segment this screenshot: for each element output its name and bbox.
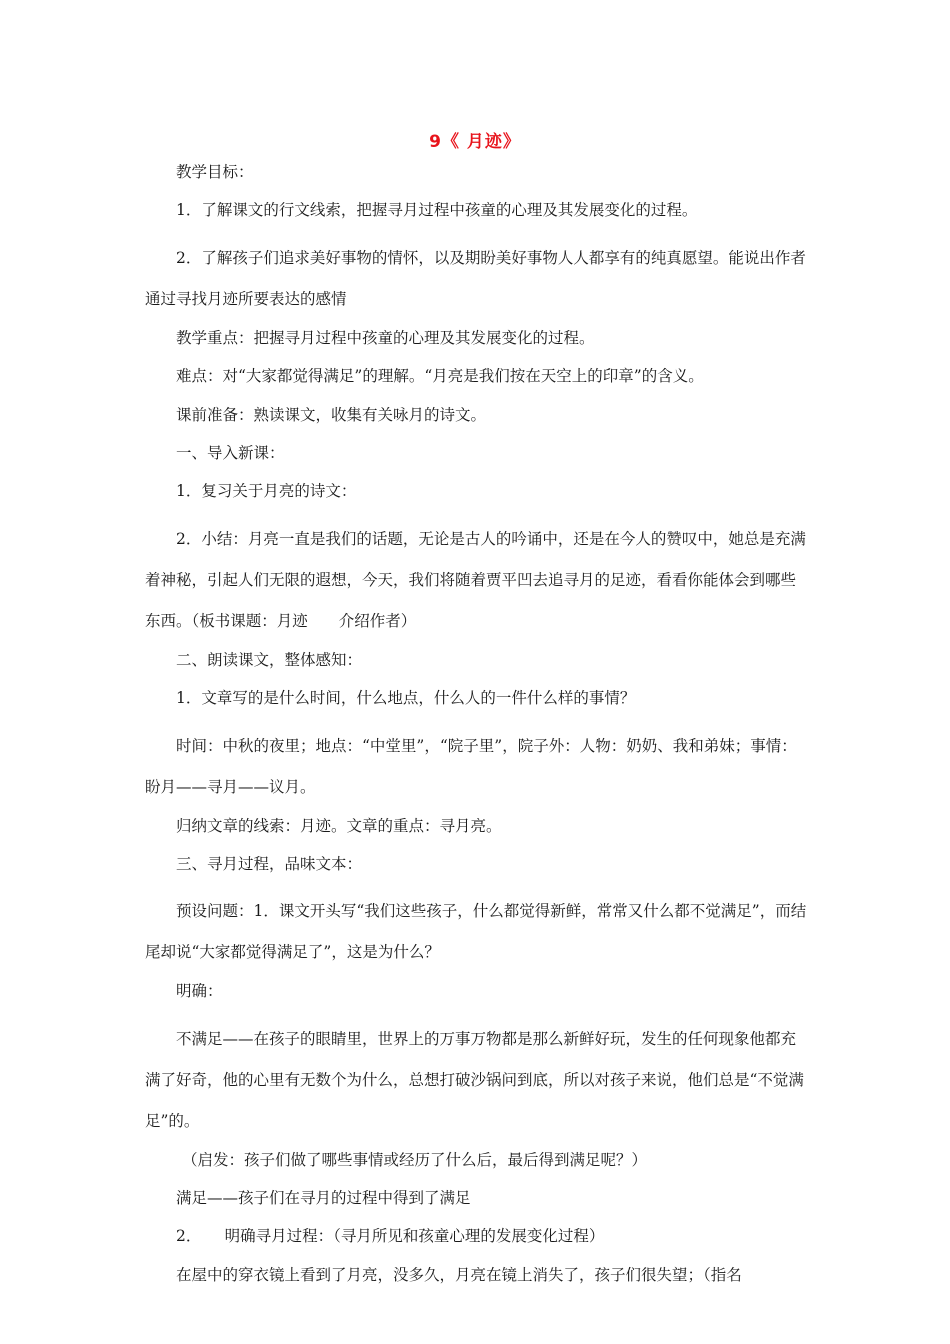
paragraph: 1．复习关于月亮的诗文： — [176, 482, 357, 501]
paragraph: 教学目标： — [176, 163, 254, 181]
paragraph: 课前准备：熟读课文，收集有关咏月的诗文。 — [176, 405, 487, 424]
document-title: 9《 月迹》 — [429, 132, 521, 152]
paragraph: 教学重点：把握寻月过程中孩童的心理及其发展变化的过程。 — [176, 328, 595, 347]
paragraph: 难点：对“大家都觉得满足”的理解。“月亮是我们按在天空上的印章”的含义。 — [176, 367, 704, 386]
paragraph: 在屋中的穿衣镜上看到了月亮，没多久，月亮在镜上消失了，孩子们很失望；（指名 — [176, 1265, 742, 1284]
paragraph: 时间：中秋的夜里；地点：“中堂里”，“院子里”，院子外：人物：奶奶、我和弟妹；事情：盼月——寻月——议月。 — [145, 736, 797, 796]
paragraph: 满足——孩子们在寻月的过程中得到了满足 — [176, 1189, 471, 1208]
paragraph: 一、导入新课： — [176, 443, 285, 462]
document-body — [145, 161, 810, 1302]
paragraph: 预设问题：1．课文开头写“我们这些孩子，什么都觉得新鲜，常常又什么都不觉满足”，而结尾却说“大家都觉得满足了”，这是为什么？ — [145, 902, 807, 962]
paragraph: 二、朗读课文，整体感知： — [176, 650, 363, 669]
paragraph: 归纳文章的线索：月迹。文章的重点：寻月亮。 — [176, 816, 502, 835]
paragraph: 2．小结：月亮一直是我们的话题，无论是古人的吟诵中，还是在今人的赞叹中，她总是充满着神秘，引起人们无限的遐想，今天，我们将随着贾平凹去追寻月的足迹，看看你能体会到哪些东西。（板书课题：月迹 介绍作者） — [145, 529, 806, 630]
paragraph: 2．了解孩子们追求美好事物的情怀，以及期盼美好事物人人都享有的纯真愿望。能说出作者通过寻找月迹所要表达的感情 — [145, 248, 806, 308]
paragraph: 不满足——在孩子的眼睛里，世界上的万事万物都是那么新鲜好玩，发生的任何现象他都充满了好奇，他的心里有无数个为什么，总想打破沙锅问到底，所以对孩子来说，他们总是“不觉满足”的。 — [145, 1029, 804, 1130]
paragraph: 1．文章写的是什么时间，什么地点，什么人的一件什么样的事情？ — [176, 689, 636, 708]
paragraph: 三、寻月过程，品味文本： — [176, 854, 363, 873]
paragraph: 明确： — [176, 982, 223, 1001]
paragraph: （启发：孩子们做了哪些事情或经历了什么后，最后得到满足呢？） — [182, 1150, 648, 1169]
paragraph: 2． 明确寻月过程：（寻月所见和孩童心理的发展变化过程） — [176, 1227, 605, 1246]
paragraph: 1．了解课文的行文线索，把握寻月过程中孩童的心理及其发展变化的过程。 — [176, 201, 698, 220]
